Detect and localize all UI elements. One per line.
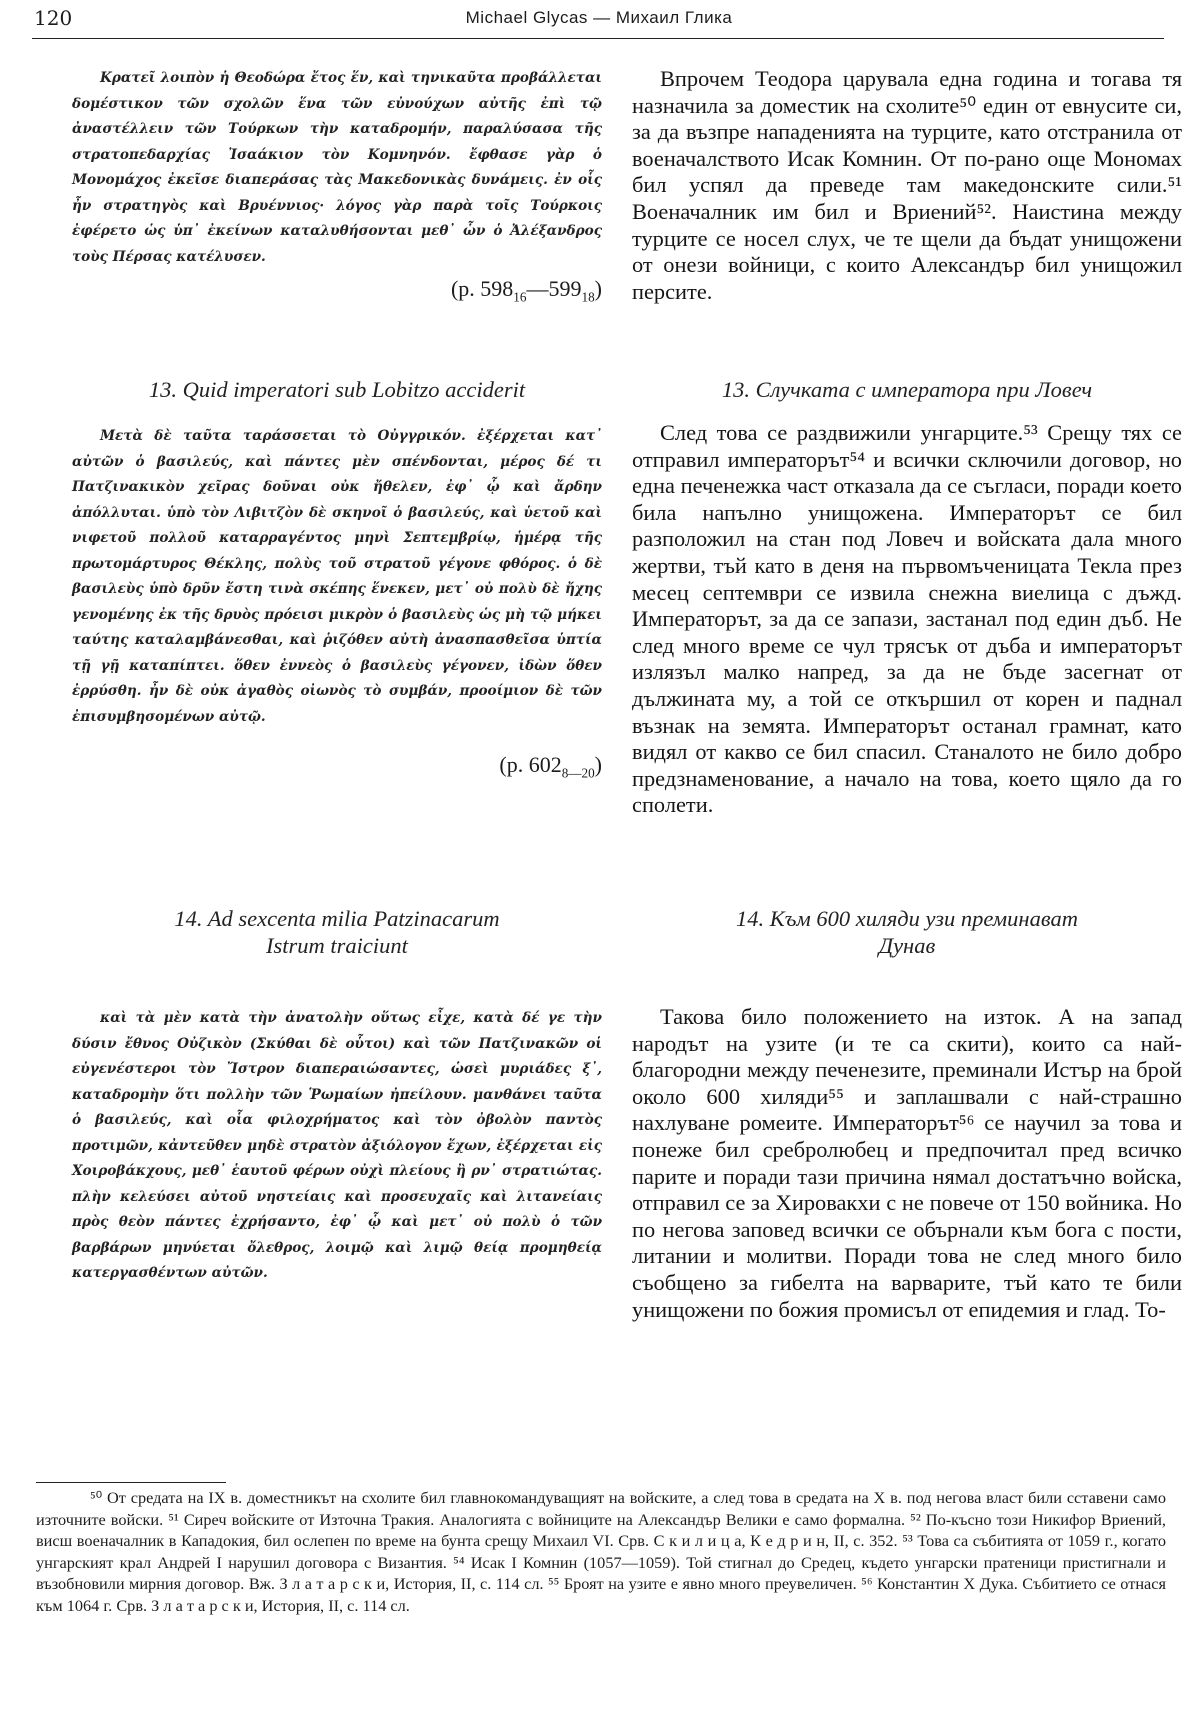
- bulgarian-paragraph: След това се раздвижили унгарците.⁵³ Срещу тях се отправил императорът⁵⁴ и всички сключили договор, но една печенежка част отказала да се съгласи, поради което била напълно унищожена. Императорът се бил разположил на стан под Ловеч и войската дала много жертви, тъй като в деня на първомъченицата Текла през месец септември се извила снежна виелица с дъжд. Императорът, за да се запази, застанал под един дъб. Не след много време се чул трясък от дъба и императорът излязъл малко напред, за да не бъде засегнат от дължината му, а той се откършил от корен и паднал възнак на земята. Императорът останал грамнат, като видял от какво се бил спасил. Станалото не било добро предзнаменование, а начало на това, което щяло да го сполети.: [632, 420, 1182, 818]
- page-number: 120: [34, 6, 73, 30]
- section-title-latin-13: 13. Quid imperatori sub Lobitzo acciderit: [148, 377, 526, 402]
- greek-reference-1: (p. $598_{16}—599_{18}$): [450, 276, 602, 305]
- greek-paragraph: καὶ τὰ μὲν κατὰ τὴν ἀνατολὴν οὕτως εἶχε, κατὰ δέ γε τὴν δύσιν ἔθνος Οὐζικὸν (Σκύθαι δὲ οὗτοι) καὶ τῶν Πατζινακῶν οἱ εὐγενέστεροι τὸν Ἴστρον διαπεραιώσαντες, ὡσεὶ μυριάδες ξ᾽, καταδρομὴν ὅτι πολλὴν τῶν Ῥωμαίων ἠπείλουν. μανθάνει ταῦτα ὁ βασιλεύς, καὶ οἷα φιλοχρήματος καὶ τὸν ὀβολὸν παντὸς προτιμῶν, κἀντεῦθεν μηδὲ στρατὸν ἀξιόλογον ἔχων, ἐξέρχεται εἰς Χοιροβάκχους, μεθ᾽ ἑαυτοῦ φέρων οὐχὶ πλείους ἢ ρν᾽ στρατιώτας. πλὴν κελεύσει αὐτοῦ νηστείαις καὶ προσευχαῖς καὶ λιτανείαις πρὸς θεὸν πάντες ἐχρήσαντο, ἐφ᾽ ᾧ καὶ μετ᾽ οὐ πολὺ ὁ τῶν βαρβάρων μηνύεται ὄλεθρος, λοιμῷ καὶ λιμῷ θείᾳ προμηθείᾳ κατεργασθέντων αὐτῶν.: [72, 1010, 602, 1281]
- section-title-bulgarian-14: 14. Към 600 хиляди узи преминават Дунав: [736, 906, 1078, 958]
- running-head: Michael Glycas — Михаил Глика: [465, 8, 733, 27]
- bulgarian-text-block-1: [632, 66, 1182, 305]
- footnotes: [36, 1487, 1166, 1616]
- bulgarian-paragraph: Впрочем Теодора царувала една година и тогава тя назначила за доместик на схолите⁵⁰ един от евнусите си, за да възпре нападенията на турците, като отстранила от военачалството Исак Комнин. От по-рано още Мономах бил успял да преведе там македонските сили.⁵¹ Военачалник им бил и Вриений⁵². Наистина между турците се носел слух, че те щели да бъдат унищожени от онези войници, с които Александър бил унищожил персите.: [632, 66, 1182, 304]
- greek-paragraph: Μετὰ δὲ ταῦτα ταράσσεται τὸ Οὐγγρικόν. ἐξέρχεται κατ᾽ αὐτῶν ὁ βασιλεύς, καὶ πάντες μὲν σπένδονται, μέρος δέ τι Πατζινακικὸν χεῖρας δοῦναι οὐκ ἤθελεν, ἐφ᾽ ᾧ καὶ ἄρδην ἀπόλλυται. ὑπὸ τὸν Λιβιτζὸν δὲ σκηνοῖ ὁ βασιλεύς, καὶ ὑετοῦ καὶ νιφετοῦ πολλοῦ καταρραγέντος μηνὶ Σεπτεμβρίῳ, ἡμέρᾳ τῆς πρωτομάρτυρος Θέκλης, πολὺς τοῦ στρατοῦ γέγονε φθόρος. ὁ δὲ βασιλεὺς ὑπὸ δρῦν ἔστη τινὰ σκέπης ἕνεκεν, μετ᾽ οὐ πολὺ δὲ ἤχης γενομένης ἐκ τῆς δρυὸς πρόεισι μικρὸν ὁ βασιλεὺς ὡς μὴ τῷ μήκει ταύτης καταλαμβάνεσθαι, καὶ ῥιζόθεν αὐτὴ ἀνασπασθεῖσα ὑπτία τῇ γῇ καταπίπτει. ὅθεν ἐννεὸς ὁ βασιλεὺς γέγονεν, ἰδὼν ὅθεν ἐρρύσθη. ἦν δὲ οὐκ ἀγαθὸς οἰωνὸς τὸ συμβάν, προοίμιον δὲ τῶν ἐπισυμβησομένων αὐτῷ.: [72, 428, 602, 725]
- footnote-rule: [36, 1482, 226, 1483]
- greek-text-block-14: [72, 1006, 602, 1287]
- bulgarian-text-block-13: [632, 420, 1182, 819]
- footnote-text: ⁵⁰ От средата на IX в. доместникът на схолите бил главнокомандуващият на войските, а след това в средата на X в. под негова власт били сставени само източните войски. ⁵¹ Сиреч войските от Източна Тракия. Аналогията с войниците на Александър Велики е само формална. ⁵² По-късно този Никифор Вриений, висш военачалник в Кападокия, бил ослепен по време на бунта срещу Михаил VI. Срв. С к и л и ц а, К е д р и н, II, с. 352. ⁵³ Това са събитията от 1059 г., когато унгарският крал Андрей I нарушил договора с Византия. ⁵⁴ Исак I Комнин (1057—1059). Той стигнал до Средец, където унгарски пратеници пристигнали и възобновили мирния договор. Вж. З л а т а р с к и, История, II, с. 114 сл. ⁵⁵ Броят на узите е явно много преувеличен. ⁵⁶ Константин X Дука. Събитието се отнася към 1064 г. Срв. З л а т а р с к и, История, II, с. 114 сл.: [36, 1488, 1166, 1615]
- header-rule: [32, 38, 1164, 39]
- greek-text-block-1: [72, 66, 602, 270]
- page-header: [34, 4, 1164, 38]
- section-title-latin-14: 14. Ad sexcenta milia Patzinacarum Istrum traiciunt: [174, 906, 500, 958]
- section-title-bulgarian-13: 13. Случката с императора при Ловеч: [721, 377, 1093, 402]
- bulgarian-text-block-14: [632, 1004, 1182, 1323]
- greek-text-block-13: [72, 424, 602, 730]
- bulgarian-paragraph: Такова било положението на изток. А на запад народът на узите (и те са скити), които са най-благородни между печенезите, преминали Истър на брой около 600 хиляди⁵⁵ и заплашвали с най-страшно нахлуване ромеите. Императорът⁵⁶ се научил за това и понеже бил сребролюбец и предпочитал пред всичко парите и поради тази причина нямал достатъчно войска, отправил се за Хировакхи с не повече от 150 войника. Но по негова заповед всички се обърнали към бога с пости, литании и молитви. Поради това не след много било съобщено за гибелта на варварите, тъй като те били унищожени по божия промисъл от епидемия и глад. То-: [632, 1004, 1182, 1322]
- greek-paragraph: Κρατεῖ λοιπὸν ἡ Θεοδώρα ἔτος ἕν, καὶ τηνικαῦτα προβάλλεται δομέστικον τῶν σχολῶν ἕνα τῶν εὐνούχων αὐτῆς ἐπὶ τῷ ἀναστέλλειν τῶν Τούρκων τὴν καταδρομήν, παραλύσασα τῆς στρατοπεδαρχίας Ἰσαάκιον τὸν Κομνηνόν. ἔφθασε γὰρ ὁ Μονομάχος ἐκεῖσε διαπεράσας τὰς Μακεδονικὰς δυνάμεις. ἐν οἷς ἦν στρατηγὸς καὶ Βρυέννιος· λόγος γὰρ παρὰ τοῖς Τούρκοις ἐφέρετο ὡς ὑπ᾽ ἐκείνων καταλυθήσονται μεθ᾽ ὧν ὁ Ἀλέξανδρος τοὺς Πέρσας κατέλυσεν.: [72, 70, 602, 265]
- greek-reference-13: (p. $602_{8—20}$): [499, 752, 602, 781]
